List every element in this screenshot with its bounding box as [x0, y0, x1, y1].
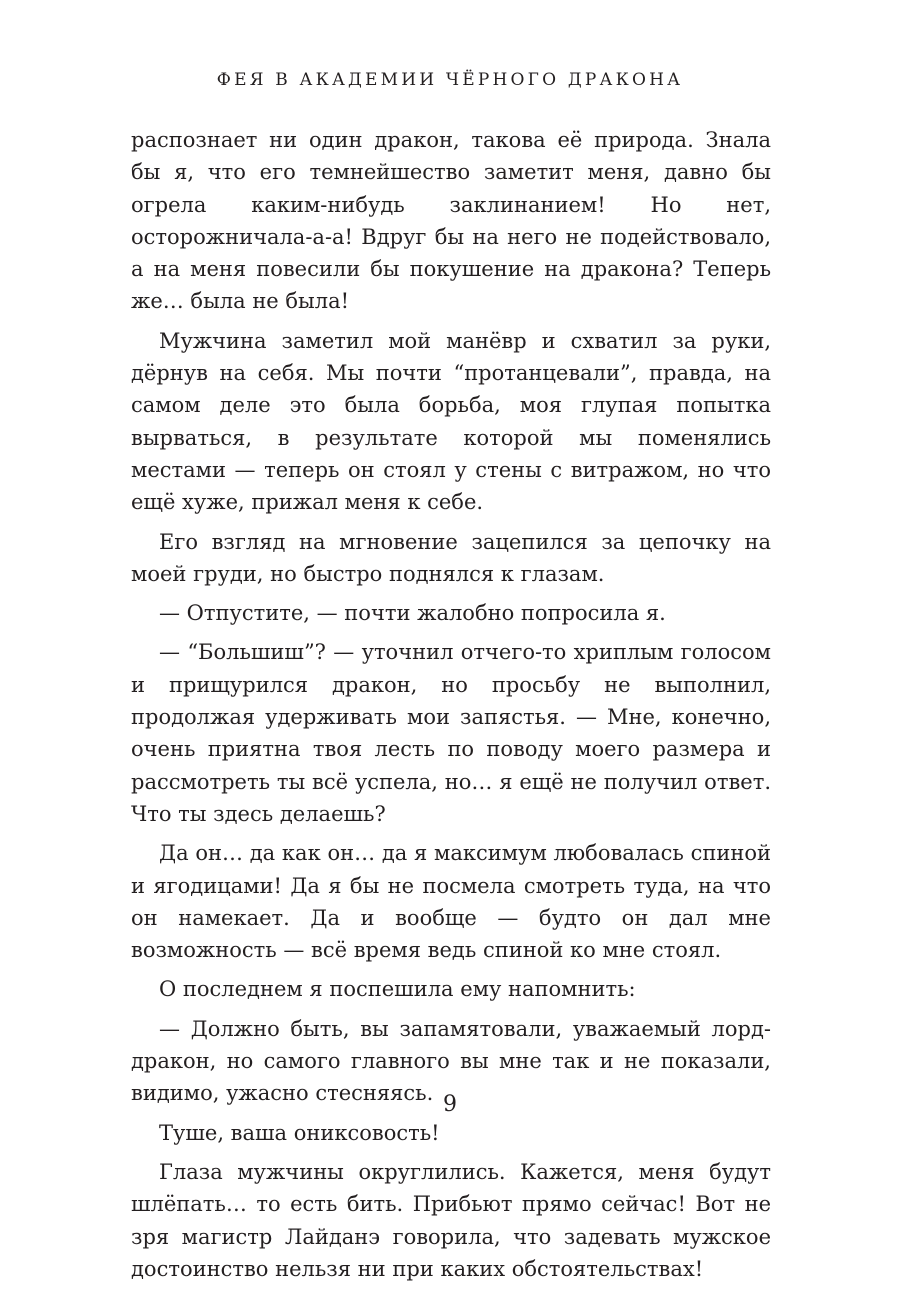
paragraph: Глаза мужчины округлились. Кажется, меня будут шлёпать… то есть бить. Прибьют прямо сейчас! Вот не зря магистр Лайданэ говорила, что задевать мужское достоинство нельзя ни при каких обстоятельствах!: [131, 1159, 771, 1281]
paragraph: — Отпустите, — почти жалобно попросила я.: [159, 601, 666, 626]
paragraph: — Должно быть, вы запамятовали, уважаемый лорд-дракон, но самого главного вы мне так и не показали, видимо, ужасно стесняясь.: [131, 1016, 771, 1106]
paragraph: распознает ни один дракон, такова её природа. Знала бы я, что его темнейшество заметит меня, давно бы огрела каким-нибудь заклинанием! Но нет, осторожничала-а-а! Вдруг бы на него не подействовало, а на меня повесили бы покушение на дракона? Теперь же… была не была!: [131, 128, 771, 314]
page-number: 9: [443, 1092, 457, 1117]
paragraph: Его взгляд на мгновение зацепился за цепочку на моей груди, но быстро поднялся к глазам.: [131, 529, 771, 586]
paragraph: Мужчина заметил мой манёвр и схватил за руки, дёрнув на себя. Мы почти “протанцевали”, правда, на самом деле это была борьба, моя глупая попытка вырваться, в результате которой мы поменялись местами — теперь он стоял у стены с витражом, но что ещё хуже, прижал меня к себе.: [131, 328, 771, 515]
paragraph: Да он… да как он… да я максимум любовалась спиной и ягодицами! Да я бы не посмела смотреть туда, на что он намекает. Да и вообще — будто он дал мне возможность — всё время ведь спиной ко мне стоял.: [131, 841, 771, 963]
paragraph: — “Большиш”? — уточнил отчего-то хриплым голосом и прищурился дракон, но просьбу не выполнил, продолжая удерживать мои запястья. — Мне, конечно, очень приятна твоя лесть по поводу моего размера и рассмотреть ты всё успела, но… я ещё не получил ответ. Что ты здесь делаешь?: [131, 640, 771, 826]
paragraph: Туше, ваша ониксовость!: [159, 1120, 440, 1145]
paragraph: О последнем я поспешила ему напомнить:: [159, 977, 636, 1002]
running-head-title: ФЕЯ В АКАДЕМИИ ЧЁРНОГО ДРАКОНА: [216, 70, 684, 90]
